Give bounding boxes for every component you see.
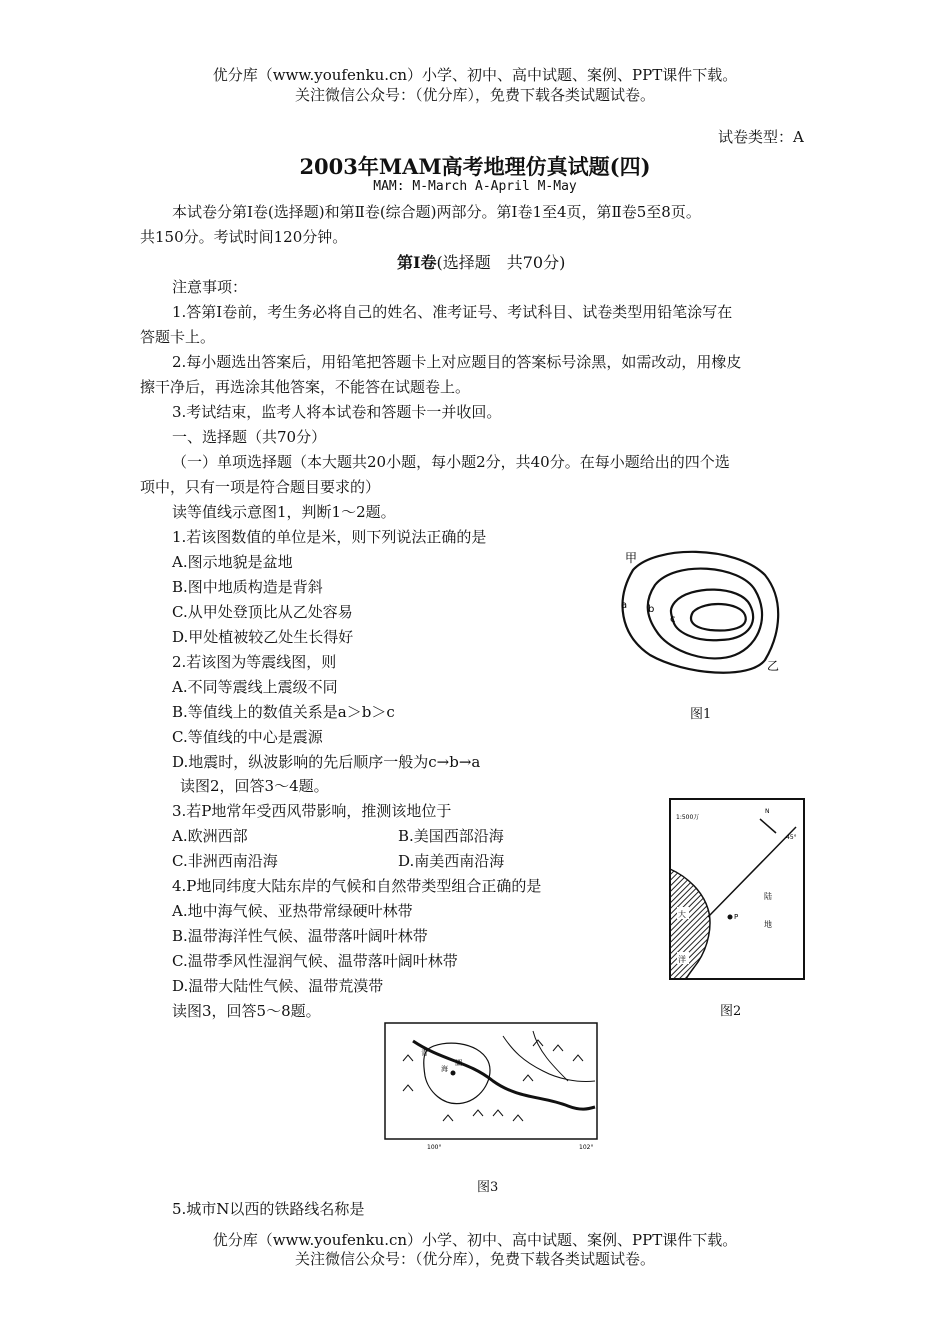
q1-option-d: D.甲处植被较乙处生长得好 <box>172 628 354 646</box>
page-header-line1: 优分库（www.youfenku.cn）小学、初中、高中试题、案例、PPT课件下载。 <box>212 66 738 84</box>
q1-option-a: A.图示地貌是盆地 <box>172 553 293 571</box>
q2-option-c: C.等值线的中心是震源 <box>172 728 323 746</box>
fig3-label-hu: 湖 <box>455 1059 462 1067</box>
fig2-north-label: N <box>765 808 770 815</box>
fig1-label-a: a <box>621 600 628 611</box>
q2-option-a: A.不同等震线上震级不同 <box>172 678 338 696</box>
figure-3-railway-map <box>383 1021 603 1151</box>
fig2-point-p <box>728 915 733 920</box>
q3-option-a: A.欧洲西部 <box>172 827 248 845</box>
note-2a: 2.每小题选出答案后，用铅笔把答题卡上对应题目的答案标号涂黑，如需改动，用橡皮 <box>172 353 742 371</box>
fig2-land-label-1: 陆 <box>764 892 772 901</box>
page-footer-line1: 优分库（www.youfenku.cn）小学、初中、高中试题、案例、PPT课件下载。 <box>212 1231 738 1249</box>
intro-line1: 本试卷分第Ⅰ卷(选择题)和第Ⅱ卷(综合题)两部分。第Ⅰ卷1至4页，第Ⅱ卷5至8页。 <box>172 203 701 221</box>
q-intro-3: 读图3，回答5～8题。 <box>172 1002 321 1020</box>
fig3-label-qing: 青 <box>421 1049 428 1057</box>
figure-2-coastline-map <box>668 797 808 982</box>
q4-option-b: B.温带海洋性气候、温带落叶阔叶林带 <box>172 927 428 945</box>
q-intro-2: 读图2，回答3～4题。 <box>180 777 329 795</box>
fig1-label-c: c <box>670 614 676 625</box>
part1-heading: 一、选择题（共70分） <box>172 428 327 446</box>
q2-stem: 2.若该图为等震线图，则 <box>172 653 337 671</box>
fig3-lon-102: 102° <box>579 1144 594 1151</box>
q5-stem: 5.城市N以西的铁路线名称是 <box>172 1200 365 1218</box>
fig2-land-label-2: 地 <box>764 920 772 929</box>
q3-option-c: C.非洲西南沿海 <box>172 852 278 870</box>
fig3-label-hai: 海 <box>441 1065 448 1073</box>
fig1-label-b: b <box>648 604 655 615</box>
page-header-line2: 关注微信公众号：（优分库），免费下载各类试题试卷。 <box>294 86 655 104</box>
q3-option-b: B.美国西部沿海 <box>398 827 504 845</box>
part1-sub-a: （一）单项选择题（本大题共20小题，每小题2分，共40分。在每小题给出的四个选 <box>172 453 730 471</box>
q1-option-b: B.图中地质构造是背斜 <box>172 578 323 596</box>
q1-option-c: C.从甲处登顶比从乙处容易 <box>172 603 353 621</box>
fig2-p-label: P <box>734 913 739 921</box>
note-2b: 擦干净后，再选涂其他答案，不能答在试题卷上。 <box>140 378 471 396</box>
q3-stem: 3.若P地常年受西风带影响，推测该地位于 <box>172 802 452 820</box>
note-1a: 1.答第Ⅰ卷前，考生务必将自己的姓名、准考证号、考试科目、试卷类型用铅笔涂写在 <box>172 303 733 321</box>
q-intro-1: 读等值线示意图1，判断1～2题。 <box>172 503 396 521</box>
note-3: 3.考试结束，监考人将本试卷和答题卡一并收回。 <box>172 403 502 421</box>
paper-type: 试卷类型：A <box>718 128 804 146</box>
fig2-degree-label: 45° <box>786 834 797 841</box>
q4-option-c: C.温带季风性湿润气候、温带落叶阔叶林带 <box>172 952 458 970</box>
q4-option-d: D.温带大陆性气候、温带荒漠带 <box>172 977 384 995</box>
contour-line-center <box>691 604 746 630</box>
q1-stem: 1.若该图数值的单位是米，则下列说法正确的是 <box>172 528 487 546</box>
notes-heading: 注意事项： <box>172 278 248 296</box>
section-heading-rest: (选择题 共70分) <box>436 253 566 272</box>
figure-3-caption: 图3 <box>477 1180 499 1195</box>
intro-line2: 共150分。考试时间120分钟。 <box>140 228 348 246</box>
figure-2-caption: 图2 <box>720 1004 742 1019</box>
figure-1-contour-map <box>615 540 785 680</box>
section-heading <box>397 250 565 275</box>
q4-stem: 4.P地同纬度大陆东岸的气候和自然带类型组合正确的是 <box>172 877 542 895</box>
section-heading-bold: 第Ⅰ卷 <box>397 253 437 272</box>
contour-line-a <box>623 552 779 673</box>
page-title: 2003年MAM高考地理仿真试题(四) <box>299 154 651 179</box>
q4-option-a: A.地中海气候、亚热带常绿硬叶林带 <box>172 902 413 920</box>
q2-option-d: D.地震时，纵波影响的先后顺序一般为c→b→a <box>172 753 481 771</box>
fig1-label-yi: 乙 <box>767 659 780 673</box>
figure-1-caption: 图1 <box>690 707 712 722</box>
contour-line-c <box>671 590 753 641</box>
part1-sub-b: 项中，只有一项是符合题目要求的） <box>140 478 381 496</box>
q2-option-b: B.等值线上的数值关系是a＞b＞c <box>172 703 395 721</box>
fig2-sea-label-2: 洋 <box>678 955 686 964</box>
fig2-scale: 1:500万 <box>676 814 700 821</box>
note-1b: 答题卡上。 <box>140 328 216 346</box>
page-footer-line2: 关注微信公众号：（优分库），免费下载各类试题试卷。 <box>294 1250 655 1268</box>
page-subtitle: MAM: M-March A-April M-May <box>373 179 577 194</box>
fig2-sea-label-1: 大 <box>678 910 686 919</box>
fig1-label-jia: 甲 <box>625 551 638 565</box>
q3-option-d: D.南美西南沿海 <box>398 852 505 870</box>
fig3-city-marker <box>451 1071 456 1076</box>
fig3-lon-100: 100° <box>427 1144 442 1151</box>
